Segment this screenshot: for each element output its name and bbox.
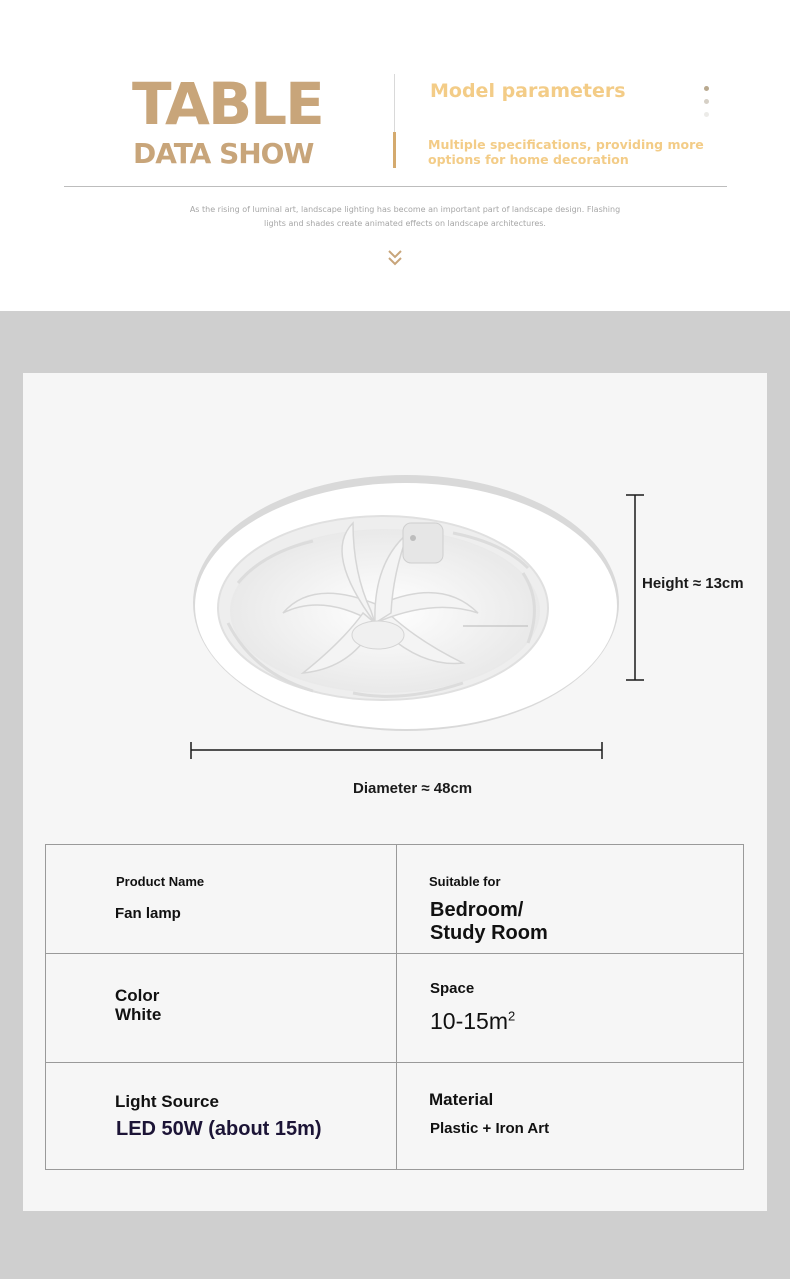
spec-label: Space: [430, 980, 475, 997]
spec-cell-suitable-for: [397, 845, 745, 953]
spec-cell-space: [397, 954, 745, 1062]
title-data-show: DATA SHOW: [133, 137, 314, 170]
header-section: [0, 0, 790, 311]
header-rule: [64, 186, 727, 187]
spec-value: Study Room: [430, 922, 548, 944]
divider-vertical: [394, 74, 395, 132]
spec-table: [45, 844, 744, 1170]
spec-label: Product Name: [116, 874, 205, 889]
spec-value: $10-15m^2$: [430, 1008, 516, 1034]
spec-cell-light-source: [46, 1063, 396, 1171]
spec-label: Color: [115, 986, 160, 1005]
spec-value: Fan lamp: [115, 905, 181, 922]
spec-cell-material: [397, 1063, 745, 1171]
spec-cell-product-name: [46, 845, 396, 953]
fan-lamp-image: [23, 373, 767, 843]
double-chevron-down-icon: [386, 248, 404, 268]
spec-value: Bedroom/: [430, 899, 524, 921]
spec-label: Material: [429, 1090, 494, 1109]
spec-cell-color: [46, 954, 396, 1062]
spec-label: Suitable for: [429, 874, 501, 889]
height-label: Height ≈ 13cm: [642, 575, 744, 592]
model-parameters-title: Model parameters: [430, 80, 626, 102]
spec-label: Light Source: [115, 1092, 219, 1111]
decorative-dots: [704, 86, 714, 126]
title-table: TABLE: [132, 70, 323, 138]
spec-value: Plastic + Iron Art: [430, 1120, 550, 1137]
spec-value: White: [115, 1005, 162, 1024]
divider-accent: [393, 132, 396, 168]
intro-text: As the rising of luminal art, landscape lighting has become an important part of landscape design. Flashing lights and shades create animated effects on landscape architectures.: [189, 205, 621, 228]
diameter-label: Diameter ≈ 48cm: [353, 780, 473, 797]
spec-value: LED 50W (about 15m): [116, 1118, 322, 1140]
model-parameters-desc: Multiple specifications, providing more options for home decoration: [428, 137, 704, 167]
product-card: [23, 373, 767, 1211]
